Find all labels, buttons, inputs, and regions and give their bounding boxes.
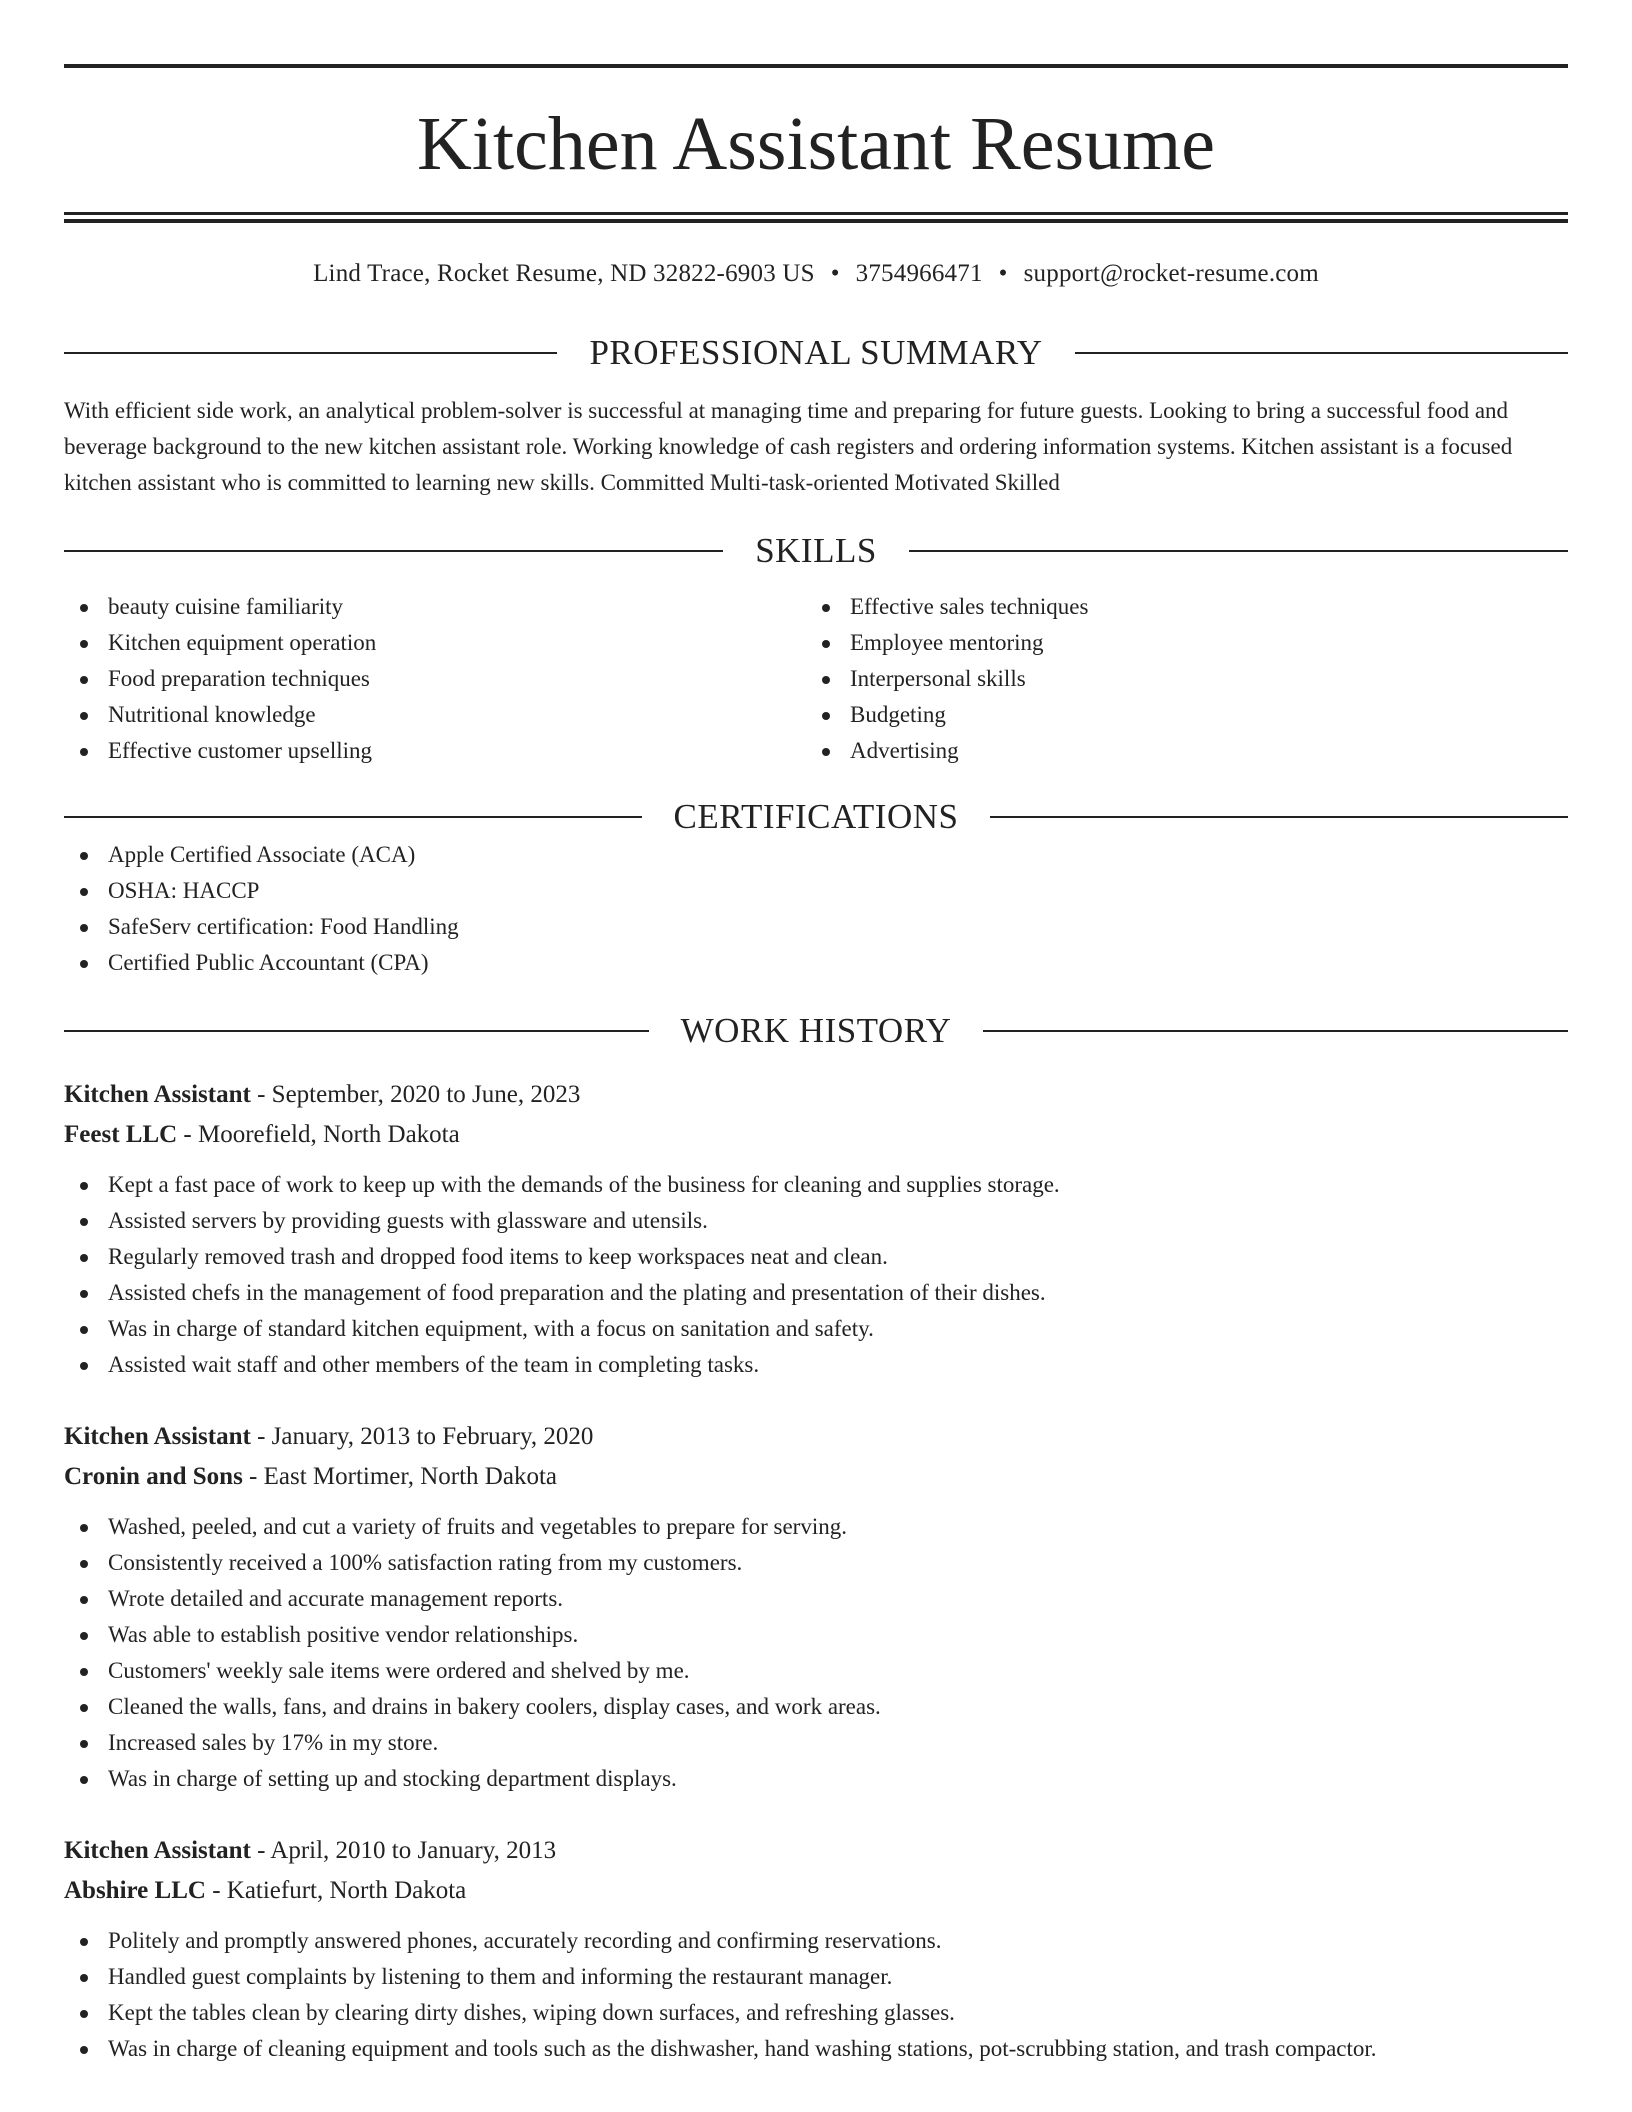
summary-heading-label: PROFESSIONAL SUMMARY bbox=[589, 333, 1043, 372]
skill-item: Employee mentoring bbox=[806, 625, 1548, 661]
skills-list bbox=[64, 589, 1568, 769]
contact-email: support@rocket-resume.com bbox=[1023, 260, 1319, 287]
skills-heading-label: SKILLS bbox=[755, 531, 877, 570]
skill-item: Food preparation techniques bbox=[64, 661, 806, 697]
contact-line bbox=[64, 259, 1568, 289]
header-double-rule bbox=[64, 212, 1568, 223]
job-entry bbox=[64, 1417, 1568, 1797]
certification-item: SafeServ certification: Food Handling bbox=[64, 909, 1568, 945]
skill-item: Nutritional knowledge bbox=[64, 697, 806, 733]
heading-rule-right bbox=[983, 1030, 1568, 1032]
job-duties-list bbox=[64, 1509, 1568, 1797]
skill-item: Budgeting bbox=[806, 697, 1548, 733]
heading-rule-left bbox=[64, 550, 723, 552]
job-duty-item: Assisted wait staff and other members of the team in completing tasks. bbox=[64, 1347, 1568, 1383]
job-duty-item: Customers' weekly sale items were ordered and shelved by me. bbox=[64, 1653, 1568, 1689]
skill-item: Interpersonal skills bbox=[806, 661, 1548, 697]
job-title-line bbox=[64, 1417, 1568, 1457]
job-company: Abshire LLC bbox=[64, 1877, 206, 1904]
job-duty-item: Was in charge of setting up and stocking department displays. bbox=[64, 1761, 1568, 1797]
job-company: Cronin and Sons bbox=[64, 1463, 243, 1490]
work-history-section-heading bbox=[64, 1011, 1568, 1051]
job-duty-item: Assisted servers by providing guests with glassware and utensils. bbox=[64, 1203, 1568, 1239]
job-dates: - January, 2013 to February, 2020 bbox=[250, 1423, 594, 1450]
job-entry bbox=[64, 1075, 1568, 1383]
certifications-heading-label: CERTIFICATIONS bbox=[673, 797, 959, 836]
work-history-heading-label: WORK HISTORY bbox=[680, 1011, 952, 1050]
job-duties-list bbox=[64, 1923, 1568, 2067]
job-company-line bbox=[64, 1457, 1568, 1497]
job-duties-list bbox=[64, 1167, 1568, 1383]
skills-section-heading bbox=[64, 531, 1568, 571]
job-duty-item: Handled guest complaints by listening to them and informing the restaurant manager. bbox=[64, 1959, 1568, 1995]
contact-separator: • bbox=[830, 260, 840, 287]
job-duty-item: Assisted chefs in the management of food preparation and the plating and presentation of their dishes. bbox=[64, 1275, 1568, 1311]
job-dates: - September, 2020 to June, 2023 bbox=[250, 1081, 581, 1108]
certifications-section-heading bbox=[64, 797, 1568, 837]
job-location: - Katiefurt, North Dakota bbox=[205, 1877, 467, 1904]
job-duty-item: Cleaned the walls, fans, and drains in bakery coolers, display cases, and work areas. bbox=[64, 1689, 1568, 1725]
job-title-line bbox=[64, 1831, 1568, 1871]
heading-rule-right bbox=[990, 816, 1568, 818]
job-duty-item: Wrote detailed and accurate management reports. bbox=[64, 1581, 1568, 1617]
contact-separator: • bbox=[998, 260, 1008, 287]
certification-item: Certified Public Accountant (CPA) bbox=[64, 945, 1568, 981]
job-company-line bbox=[64, 1871, 1568, 1911]
job-duty-item: Kept the tables clean by clearing dirty dishes, wiping down surfaces, and refreshing glasses. bbox=[64, 1995, 1568, 2031]
job-company: Feest LLC bbox=[64, 1121, 178, 1148]
summary-section-heading bbox=[64, 333, 1568, 373]
job-duty-item: Consistently received a 100% satisfaction rating from my customers. bbox=[64, 1545, 1568, 1581]
heading-rule-left bbox=[64, 816, 642, 818]
contact-address: Lind Trace, Rocket Resume, ND 32822-6903 US bbox=[313, 260, 815, 287]
heading-rule-right bbox=[909, 550, 1568, 552]
certification-item: Apple Certified Associate (ACA) bbox=[64, 837, 1568, 873]
job-duty-item: Kept a fast pace of work to keep up with the demands of the business for cleaning and supplies storage. bbox=[64, 1167, 1568, 1203]
job-location: - Moorefield, North Dakota bbox=[177, 1121, 460, 1148]
skill-item: Kitchen equipment operation bbox=[64, 625, 806, 661]
job-duty-item: Was in charge of cleaning equipment and tools such as the dishwasher, hand washing stations, pot-scrubbing station, and trash compactor. bbox=[64, 2031, 1568, 2067]
job-duty-item: Increased sales by 17% in my store. bbox=[64, 1725, 1568, 1761]
job-duty-item: Was in charge of standard kitchen equipment, with a focus on sanitation and safety. bbox=[64, 1311, 1568, 1347]
job-title: Kitchen Assistant bbox=[64, 1081, 251, 1108]
job-title: Kitchen Assistant bbox=[64, 1423, 251, 1450]
heading-rule-left bbox=[64, 352, 557, 354]
heading-rule-right bbox=[1075, 352, 1568, 354]
job-duty-item: Washed, peeled, and cut a variety of fruits and vegetables to prepare for serving. bbox=[64, 1509, 1568, 1545]
skill-item: Advertising bbox=[806, 733, 1548, 769]
job-location: - East Mortimer, North Dakota bbox=[242, 1463, 557, 1490]
skill-item: Effective sales techniques bbox=[806, 589, 1548, 625]
skills-column-left bbox=[64, 589, 806, 769]
certification-item: OSHA: HACCP bbox=[64, 873, 1568, 909]
job-duty-item: Regularly removed trash and dropped food items to keep workspaces neat and clean. bbox=[64, 1239, 1568, 1275]
resume-page bbox=[64, 64, 1568, 2067]
heading-rule-left bbox=[64, 1030, 649, 1032]
skill-item: beauty cuisine familiarity bbox=[64, 589, 806, 625]
page-title: Kitchen Assistant Resume bbox=[417, 102, 1215, 186]
job-duty-item: Was able to establish positive vendor relationships. bbox=[64, 1617, 1568, 1653]
summary-text: With efficient side work, an analytical problem-solver is successful at managing time and preparing for future guests. Looking to bring a successful food and beverage background to the new kitchen assistant role. Working knowledge of cash registers and ordering information systems. Kitchen assistant is a focused kitchen assistant who is committed to learning new skills. Committed Multi-task-oriented Motivated Skilled bbox=[64, 398, 1513, 495]
job-title: Kitchen Assistant bbox=[64, 1837, 251, 1864]
job-duty-item: Politely and promptly answered phones, accurately recording and confirming reservations. bbox=[64, 1923, 1568, 1959]
job-entry bbox=[64, 1831, 1568, 2067]
job-title-line bbox=[64, 1075, 1568, 1115]
job-company-line bbox=[64, 1115, 1568, 1155]
skills-column-right bbox=[806, 589, 1548, 769]
contact-phone: 3754966471 bbox=[855, 260, 983, 287]
certifications-list bbox=[64, 837, 1568, 981]
header-top-rule bbox=[64, 64, 1568, 68]
skill-item: Effective customer upselling bbox=[64, 733, 806, 769]
job-dates: - April, 2010 to January, 2013 bbox=[250, 1837, 557, 1864]
